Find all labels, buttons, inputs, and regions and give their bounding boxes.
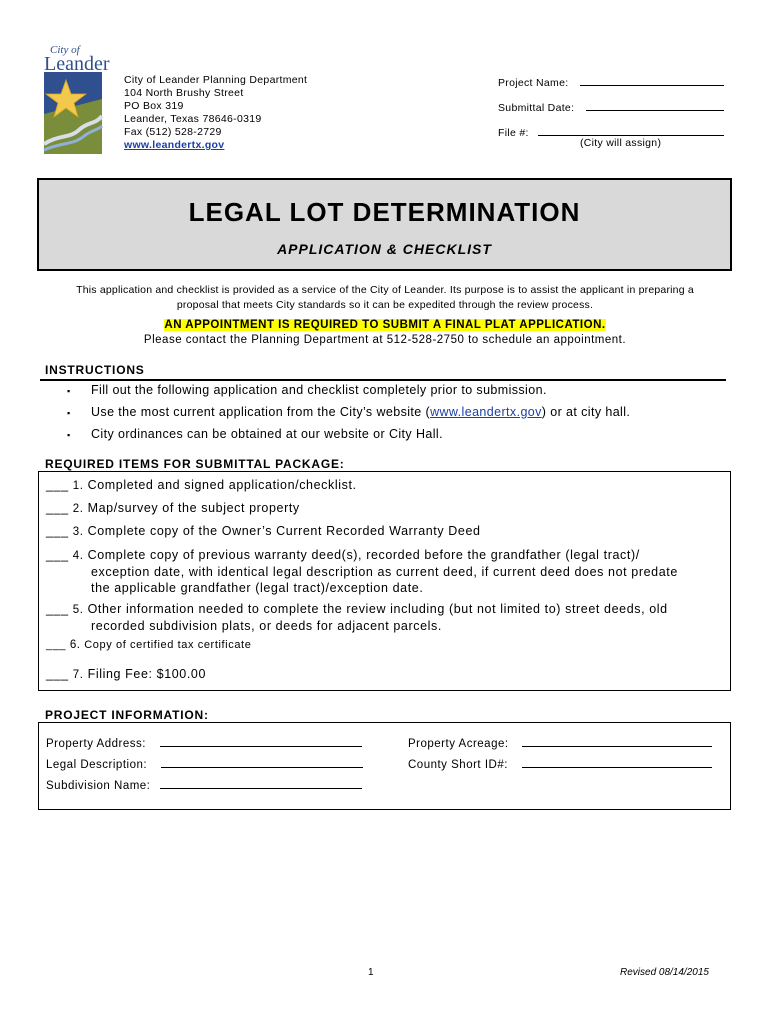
page-number: 1	[368, 967, 374, 978]
checkbox-blank[interactable]: ___	[46, 548, 69, 562]
item-text: Copy of certified tax certificate	[84, 639, 252, 651]
legal-description-input[interactable]	[161, 757, 363, 768]
instructions-heading: INSTRUCTIONS	[45, 363, 145, 377]
file-number-input[interactable]	[538, 124, 724, 136]
county-short-id-label: County Short ID#:	[408, 759, 508, 771]
checkbox-blank[interactable]: ___	[46, 501, 69, 515]
checkbox-blank[interactable]: ___	[46, 524, 69, 538]
project-name-field	[498, 74, 724, 90]
county-short-id-input[interactable]	[522, 757, 712, 768]
item-text: Completed and signed application/checklist.	[87, 478, 357, 492]
property-acreage-field	[408, 736, 712, 750]
website-link[interactable]: www.leandertx.gov	[124, 139, 225, 151]
file-number-note: (City will assign)	[580, 137, 662, 149]
instruction-text: City ordinances can be obtained at our website or City Hall.	[91, 427, 443, 441]
instruction-text: Fill out the following application and checklist completely prior to submission.	[91, 383, 547, 397]
property-address-input[interactable]	[160, 736, 362, 747]
subdivision-name-input[interactable]	[160, 778, 362, 789]
intro-line: proposal that meets City standards so it can be expedited through the review process.	[176, 299, 594, 311]
address-line: Leander, Texas 78646-0319	[124, 113, 262, 125]
instruction-item	[67, 427, 443, 441]
item-text: Map/survey of the subject property	[87, 501, 300, 515]
address-line: 104 North Brushy Street	[124, 87, 244, 99]
intro-text	[40, 283, 730, 313]
item-text: Complete copy of previous warranty deed(s), recorded before the grandfather (legal tract)/	[87, 548, 640, 562]
address-line: City of Leander Planning Department	[124, 74, 308, 86]
item-text: recorded subdivision plats, or deeds for adjacent parcels.	[91, 619, 442, 633]
required-items-heading: REQUIRED ITEMS FOR SUBMITTAL PACKAGE:	[45, 457, 345, 471]
website-link[interactable]: www.leandertx.gov	[430, 405, 542, 419]
appointment-notice	[40, 319, 730, 331]
checklist-item	[46, 477, 726, 494]
city-logo	[40, 44, 112, 156]
document-subtitle: APPLICATION & CHECKLIST	[277, 241, 492, 257]
subdivision-name-field	[46, 778, 362, 792]
item-text: the applicable grandfather (legal tract)/exception date.	[91, 581, 424, 595]
property-acreage-input[interactable]	[522, 736, 712, 747]
legal-description-label: Legal Description:	[46, 759, 148, 771]
department-address	[124, 74, 307, 152]
checkbox-blank[interactable]: ___	[46, 667, 69, 681]
item-number: 2.	[72, 503, 84, 515]
file-number-label: File #:	[498, 127, 529, 139]
bullet-icon: ▪	[67, 429, 71, 440]
legal-description-field	[46, 757, 363, 771]
appointment-contact: Please contact the Planning Department at 512-528-2750 to schedule an appointment.	[143, 334, 627, 346]
item-number: 7.	[72, 669, 84, 681]
logo-text-top: City of	[50, 44, 80, 56]
appointment-highlight: AN APPOINTMENT IS REQUIRED TO SUBMIT A FINAL PLAT APPLICATION.	[164, 319, 606, 331]
bullet-icon: ▪	[67, 385, 71, 396]
checklist-item	[46, 666, 726, 683]
checklist-item	[46, 523, 726, 540]
county-short-id-field	[408, 757, 712, 771]
project-info-box	[38, 722, 731, 810]
checklist-item	[46, 500, 726, 517]
item-text: exception date, with identical legal description as current deed, if current deed does not predate	[91, 565, 678, 579]
item-text: Other information needed to complete the review including (but not limited to) street deeds, old	[87, 602, 668, 616]
instruction-text: ) or at city hall.	[541, 405, 631, 419]
intro-line: This application and checklist is provided as a service of the City of Leander. Its purpose is to assist the applicant in preparing a	[76, 284, 694, 296]
document-title: LEGAL LOT DETERMINATION	[188, 197, 581, 227]
property-acreage-label: Property Acreage:	[408, 738, 509, 750]
checklist-item	[46, 601, 726, 634]
bullet-icon: ▪	[67, 407, 71, 418]
subdivision-name-label: Subdivision Name:	[46, 780, 151, 792]
item-number: 1.	[72, 480, 84, 492]
submittal-date-label: Submittal Date:	[498, 102, 575, 114]
project-info-heading: PROJECT INFORMATION:	[45, 708, 209, 722]
checklist-item	[46, 547, 726, 596]
instruction-text: Use the most current application from the City’s website (	[91, 405, 431, 419]
required-items-box	[38, 471, 731, 691]
instruction-item	[67, 383, 547, 397]
item-number: 4.	[72, 550, 84, 562]
fax-line: Fax (512) 528-2729	[124, 126, 222, 138]
item-number: 6.	[69, 639, 81, 651]
instruction-item	[67, 405, 630, 419]
property-address-field	[46, 736, 362, 750]
property-address-label: Property Address:	[46, 738, 146, 750]
instructions-divider	[40, 379, 726, 381]
item-text: Complete copy of the Owner’s Current Recorded Warranty Deed	[87, 524, 481, 538]
project-name-label: Project Name:	[498, 77, 569, 89]
item-number: 3.	[72, 526, 84, 538]
revision-date: Revised 08/14/2015	[620, 967, 709, 978]
project-name-input[interactable]	[580, 74, 724, 86]
address-line: PO Box 319	[124, 100, 184, 112]
checkbox-blank[interactable]: ___	[46, 478, 69, 492]
checkbox-blank[interactable]: ___	[46, 602, 69, 616]
item-number: 5.	[72, 604, 84, 616]
checklist-item	[46, 637, 726, 653]
title-box	[37, 178, 732, 271]
item-text: Filing Fee: $100.00	[87, 667, 207, 681]
submittal-date-input[interactable]	[586, 99, 724, 111]
checkbox-blank[interactable]: ___	[46, 639, 67, 651]
logo-text-main: Leander	[44, 53, 110, 75]
submittal-date-field	[498, 99, 724, 115]
